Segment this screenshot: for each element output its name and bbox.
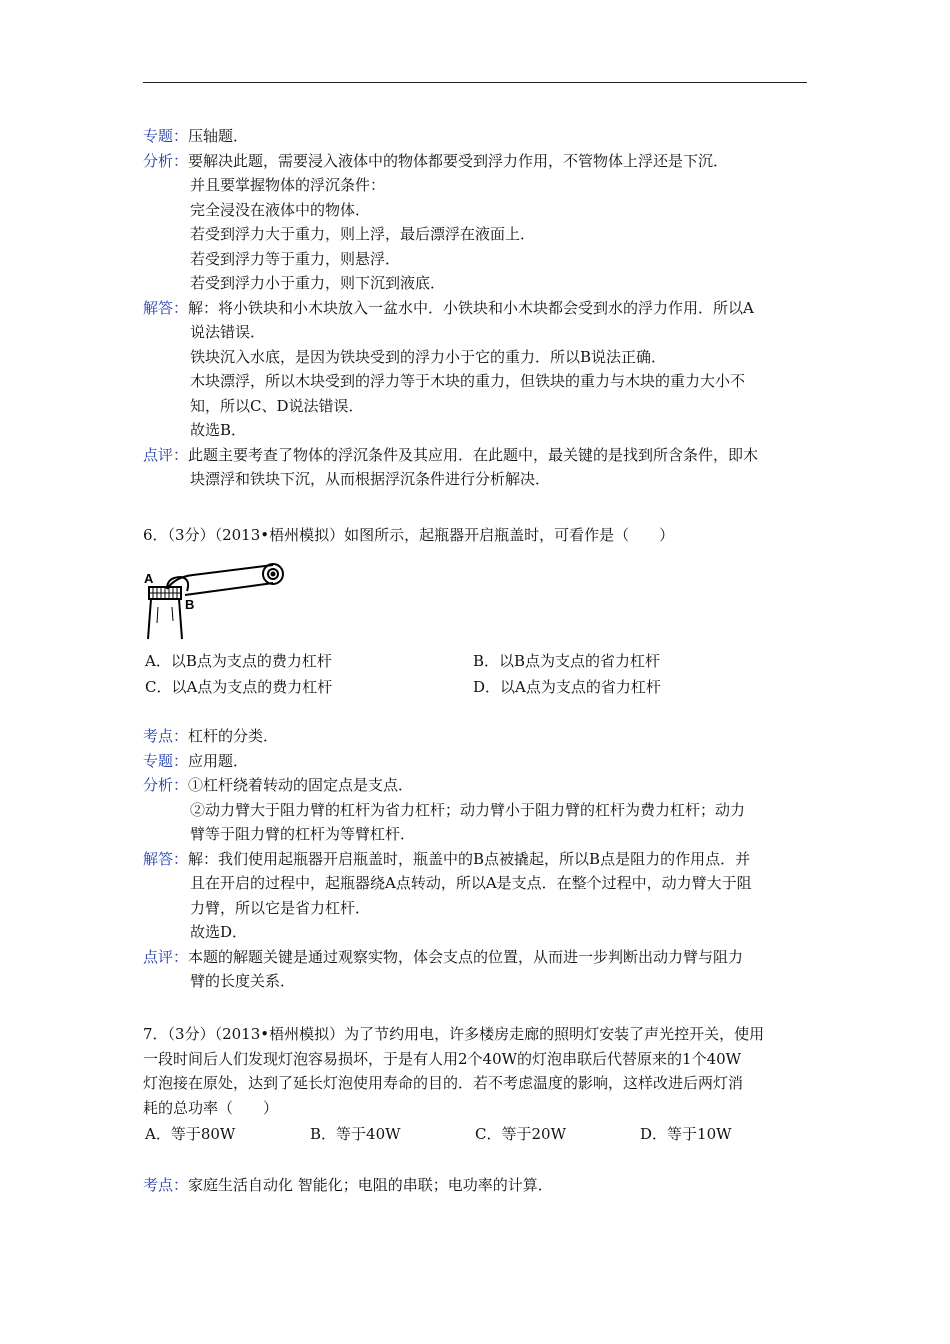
q5-solution-text: 木块漂浮，所以木块受到的浮力等于木块的重力，但铁块的重力与木块的重力大小不 xyxy=(190,372,746,390)
q7-knowledge-line xyxy=(143,1173,813,1198)
q7-question-text: 7．（3分）（2013•梧州模拟）为了节约用电，许多楼房走廊的照明灯安装了声光控开关，使用 xyxy=(143,1025,765,1043)
solution-label: 解答： xyxy=(143,849,189,868)
q6-options-row xyxy=(143,674,813,700)
q6-question xyxy=(143,523,813,548)
header-rule xyxy=(143,82,807,83)
point-b-label: B xyxy=(185,597,195,612)
q6-option-b: B．以B点为支点的省力杠杆 xyxy=(473,652,661,670)
q6-solution-text: 且在开启的过程中，起瓶器绕A点转动，所以A是支点．在整个过程中，动力臂大于阻 xyxy=(190,874,752,892)
q5-analysis-text: 并且要掌握物体的浮沉条件： xyxy=(190,176,386,194)
q6-option-d: D．以A点为支点的省力杠杆 xyxy=(473,678,661,696)
q5-explanation xyxy=(143,124,813,492)
q5-analysis-line xyxy=(143,149,813,174)
knowledge-label: 考点： xyxy=(143,727,189,745)
q6-question-text: 6．（3分）（2013•梧州模拟）如图所示，起瓶器开启瓶盖时，可看作是（ ） xyxy=(143,526,675,544)
q5-topic-line xyxy=(143,124,813,149)
q6-comment-text: 臂的长度关系． xyxy=(190,972,296,990)
q5-analysis-text: 要解决此题，需要浸入液体中的物体都要受到浮力作用，不管物体上浮还是下沉． xyxy=(188,151,729,170)
q6-topic-line xyxy=(143,749,813,774)
topic-label: 专题： xyxy=(143,127,189,145)
q6-solution-text: 解：我们使用起瓶器开启瓶盖时，瓶盖中的B点被撬起，所以B点是阻力的作用点．并 xyxy=(188,849,751,868)
solution-label: 解答： xyxy=(143,298,189,317)
point-a-label: A xyxy=(144,571,154,586)
q7-knowledge: 家庭生活自动化 智能化；电阻的串联；电功率的计算． xyxy=(188,1176,553,1194)
q6-analysis-line xyxy=(143,773,813,798)
q5-analysis-text: 完全浸没在液体中的物体． xyxy=(190,200,371,219)
q5-comment-line xyxy=(143,443,813,468)
q5-solution-text: 解：将小铁块和小木块放入一盆水中．小铁块和小木块都会受到水的浮力作用．所以A xyxy=(188,298,754,317)
q5-solution-text: 说法错误． xyxy=(190,323,266,341)
q5-analysis-text: 若受到浮力大于重力，则上浮，最后漂浮在液面上． xyxy=(190,225,536,243)
q6-comment-line xyxy=(143,945,813,970)
q6-comment-text: 本题的解题关键是通过观察实物，体会支点的位置，从而进一步判断出动力臂与阻力 xyxy=(188,947,744,966)
q7-option-b: B．等于40W xyxy=(310,1125,401,1143)
q5-solution-text: 铁块沉入水底，是因为铁块受到的浮力小于它的重力．所以B说法正确． xyxy=(190,347,667,366)
q5-comment-text: 块漂浮和铁块下沉，从而根据浮沉条件进行分析解决． xyxy=(190,470,551,488)
q6-analysis-text: ①杠杆绕着转动的固定点是支点． xyxy=(188,776,414,794)
q6-analysis-text: ②动力臂大于阻力臂的杠杆为省力杠杆；动力臂小于阻力臂的杠杆为费力杠杆；动力 xyxy=(190,800,746,819)
q5-topic: 压轴题． xyxy=(188,127,249,145)
q6-explanation xyxy=(143,724,813,994)
knowledge-label: 考点： xyxy=(143,1176,189,1194)
q5-comment-text: 此题主要考查了物体的浮沉条件及其应用．在此题中，最关键的是找到所含条件，即木 xyxy=(188,445,759,464)
q7-question xyxy=(143,1022,813,1147)
comment-label: 点评： xyxy=(143,947,189,966)
comment-label: 点评： xyxy=(143,445,189,464)
q5-solution-text: 故选B． xyxy=(190,421,247,439)
q6-option-a: A．以B点为支点的费力杠杆 xyxy=(145,652,332,670)
q5-analysis-text: 若受到浮力小于重力，则下沉到液底． xyxy=(190,274,446,292)
q7-explanation xyxy=(143,1173,813,1198)
bottle-opener-figure xyxy=(145,557,295,642)
q7-option-d: D．等于10W xyxy=(640,1125,732,1143)
q7-question-text: 一段时间后人们发现灯泡容易损坏，于是有人用2个40W的灯泡串联后代替原来的1个40W xyxy=(143,1049,742,1068)
q6-knowledge: 杠杆的分类． xyxy=(188,727,279,745)
analysis-label: 分析： xyxy=(143,776,189,794)
q6-solution-text: 力臂，所以它是省力杠杆． xyxy=(190,898,371,917)
analysis-label: 分析： xyxy=(143,151,189,170)
q6-solution-text: 故选D． xyxy=(190,923,248,941)
q5-solution-text: 知，所以C、D说法错误． xyxy=(190,396,364,415)
q6-options xyxy=(143,648,813,700)
q7-options-row xyxy=(143,1121,813,1147)
q7-option-c: C．等于20W xyxy=(475,1125,566,1143)
q6-option-c: C．以A点为支点的费力杠杆 xyxy=(145,678,333,696)
q6-solution-line xyxy=(143,847,813,872)
q6-options-row xyxy=(143,648,813,674)
q7-question-text: 灯泡接在原处，达到了延长灯泡使用寿命的目的．若不考虑温度的影响，这样改进后两灯消 xyxy=(143,1074,744,1092)
q6-analysis-text: 臂等于阻力臂的杠杆为等臂杠杆． xyxy=(190,825,416,843)
q5-analysis-text: 若受到浮力等于重力，则悬浮． xyxy=(190,249,401,268)
topic-label: 专题： xyxy=(143,751,189,770)
q5-solution-line xyxy=(143,296,813,321)
q7-option-a: A．等于80W xyxy=(145,1125,236,1143)
q7-question-text: 耗的总功率（ ） xyxy=(143,1098,279,1117)
q6-topic: 应用题． xyxy=(188,751,249,770)
q6-knowledge-line xyxy=(143,724,813,749)
